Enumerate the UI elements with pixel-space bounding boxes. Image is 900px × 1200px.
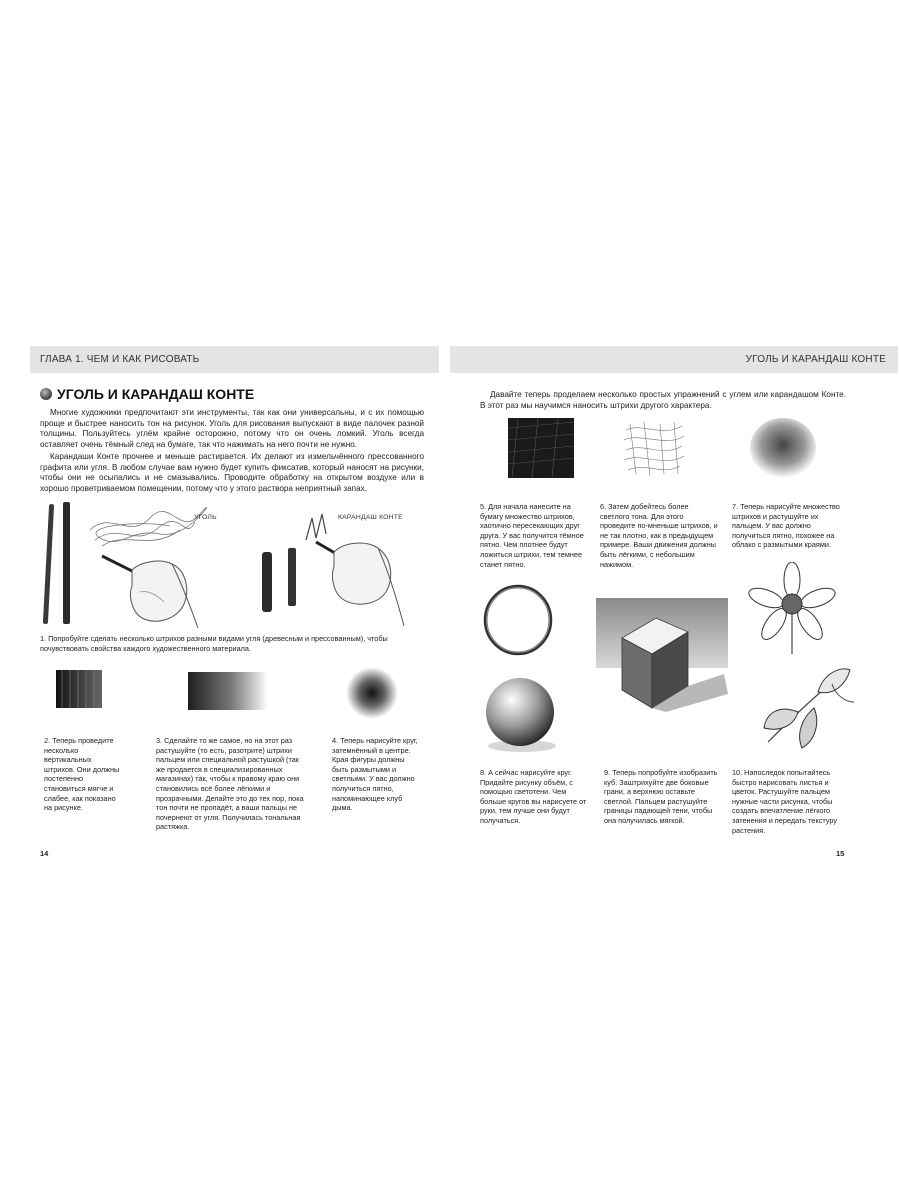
page-number-right: 15 bbox=[836, 849, 845, 858]
shaded-sphere bbox=[480, 674, 560, 754]
left-page bbox=[0, 344, 440, 864]
charcoal-scribble bbox=[90, 507, 206, 546]
caption-1: 1. Попробуйте сделать несколько штрихов разными видами угля (древесным и прессованным), чтобы почувствовать свойства каждого художественного материала. bbox=[40, 634, 388, 653]
drawing-hand-left bbox=[102, 556, 198, 628]
conte-zigzag bbox=[306, 514, 326, 540]
charcoal-stick-thick bbox=[63, 502, 70, 624]
running-header-right: УГОЛЬ И КАРАНДАШ КОНТЕ bbox=[450, 346, 898, 373]
book-spread bbox=[0, 344, 900, 864]
dense-hatching-swatch bbox=[508, 418, 574, 478]
caption-7: 7. Теперь нарисуйте множество штрихов и растушуйте их пальцем. У вас должно получиться пятно, похожее на облако с размытыми краями. bbox=[732, 502, 840, 550]
caption-9: 9. Теперь попробуйте изобразить куб. Заштрихуйте две боковые грани, а верхнюю оставьте светлой. Пальцем растушуйте границы падающей тени, чтобы она получилась мягкой. bbox=[604, 768, 718, 825]
caption-5: 5. Для начала нанесите на бумагу множество штрихов, хаотично пересекающих друг друга. У вас получится тёмное пятно. Чем плотнее будут ложиться штрихи, тем темнее станет пятно. bbox=[480, 502, 584, 569]
label-charcoal: УГОЛЬ bbox=[194, 514, 217, 521]
vertical-strokes-swatch bbox=[56, 670, 106, 710]
caption-3: 3. Сделайте то же самое, но на этот раз растушуйте (то есть, разотрите) штрихи пальцем или специальной растушкой (так же продается в специализированных магазинах) так, чтобы к правому краю они становились всё более лёгкими и прозрачными. Делайте это до тех пор, пока тон почти не пропадёт, а ваши пальцы не почернеют от угля. Получилась тональная растяжка. bbox=[156, 736, 304, 832]
smoke-circle-swatch bbox=[345, 666, 399, 720]
paragraph-2: Карандаши Конте прочнее и меньше растирается. Их делают из измельчённого прессованного графита или угля. В любом случае вам нужно будет купить фиксатив, который наносят на рисунки, чтобы они не осыпались и не смазывались. Проводите обработку на открытом воздухе или в хорошо проветриваемом помещении, потому что у этого раствора неприятный запах. bbox=[40, 452, 424, 493]
paragraph-1: Многие художники предпочитают эти инструменты, так как они универсальны, и с их помощью проще и быстрее наносить тон на рисунок. Уголь для рисования выпускают в виде палочек разной толщины. Пользуйтесь углём крайне осторожно, потому что он очень ломкий. Уголь всегда оставляет очень тёмный след на бумаге, так что нажимать на него почти не нужно. bbox=[40, 408, 424, 449]
hand-drawn-circle bbox=[480, 582, 556, 658]
caption-6: 6. Затем добейтесь более светлого тона. Для этого проведите по-мненьше штрихов, и не так плотно, как в предыдущем примере. Ваши движения должны быть лёгкими, с небольшим нажимом. bbox=[600, 502, 718, 569]
label-conte: КАРАНДАШ КОНТЕ bbox=[338, 514, 403, 521]
leaves-drawing bbox=[758, 662, 854, 752]
shaded-cube bbox=[596, 598, 728, 718]
caption-2: 2. Теперь проведите несколько вертикальных штрихов. Они должны постепенно становиться мягче и слабее, как показано на рисунке. bbox=[44, 736, 120, 813]
caption-4: 4. Теперь нарисуйте круг, затемнённый в центре. Края фигуры должны быть размытыми и светлыми. У вас должно получиться пятно, напоминающее клуб дыма. bbox=[332, 736, 418, 813]
conte-stick-2 bbox=[288, 548, 296, 606]
running-header-left: ГЛАВА 1. ЧЕМ И КАК РИСОВАТЬ bbox=[30, 346, 439, 373]
conte-stick-1 bbox=[262, 552, 272, 612]
charcoal-stick-thin bbox=[43, 504, 54, 624]
intro-paragraph: Давайте теперь проделаем несколько простых упражнений с углем или карандашом Конте. В этот раз мы научимся наносить штрихи другого характера. bbox=[480, 390, 846, 410]
right-page bbox=[450, 344, 900, 864]
flower-drawing bbox=[744, 562, 840, 654]
round-bullet-icon bbox=[40, 388, 52, 400]
drawing-hand-right bbox=[316, 542, 404, 626]
smudged-cloud-swatch bbox=[750, 418, 816, 478]
section-title-text: УГОЛЬ И КАРАНДАШ КОНТЕ bbox=[57, 386, 255, 402]
caption-10: 10. Напоследок попытайтесь быстро нарисовать листья и цветок. Растушуйте пальцем нужные части рисунка, чтобы создать впечатление лёгкого затенения и передать текстуру растения. bbox=[732, 768, 837, 835]
caption-8: 8. А сейчас нарисуйте круг. Придайте рисунку объём, с помощью светотени. Чем больше кругов вы нарисуете от руки, тем лучше они будут получаться. bbox=[480, 768, 587, 825]
light-hatching-swatch bbox=[622, 420, 686, 478]
section-title bbox=[40, 386, 254, 402]
tonal-gradient-swatch bbox=[188, 670, 268, 712]
page-number-left: 14 bbox=[40, 849, 49, 858]
